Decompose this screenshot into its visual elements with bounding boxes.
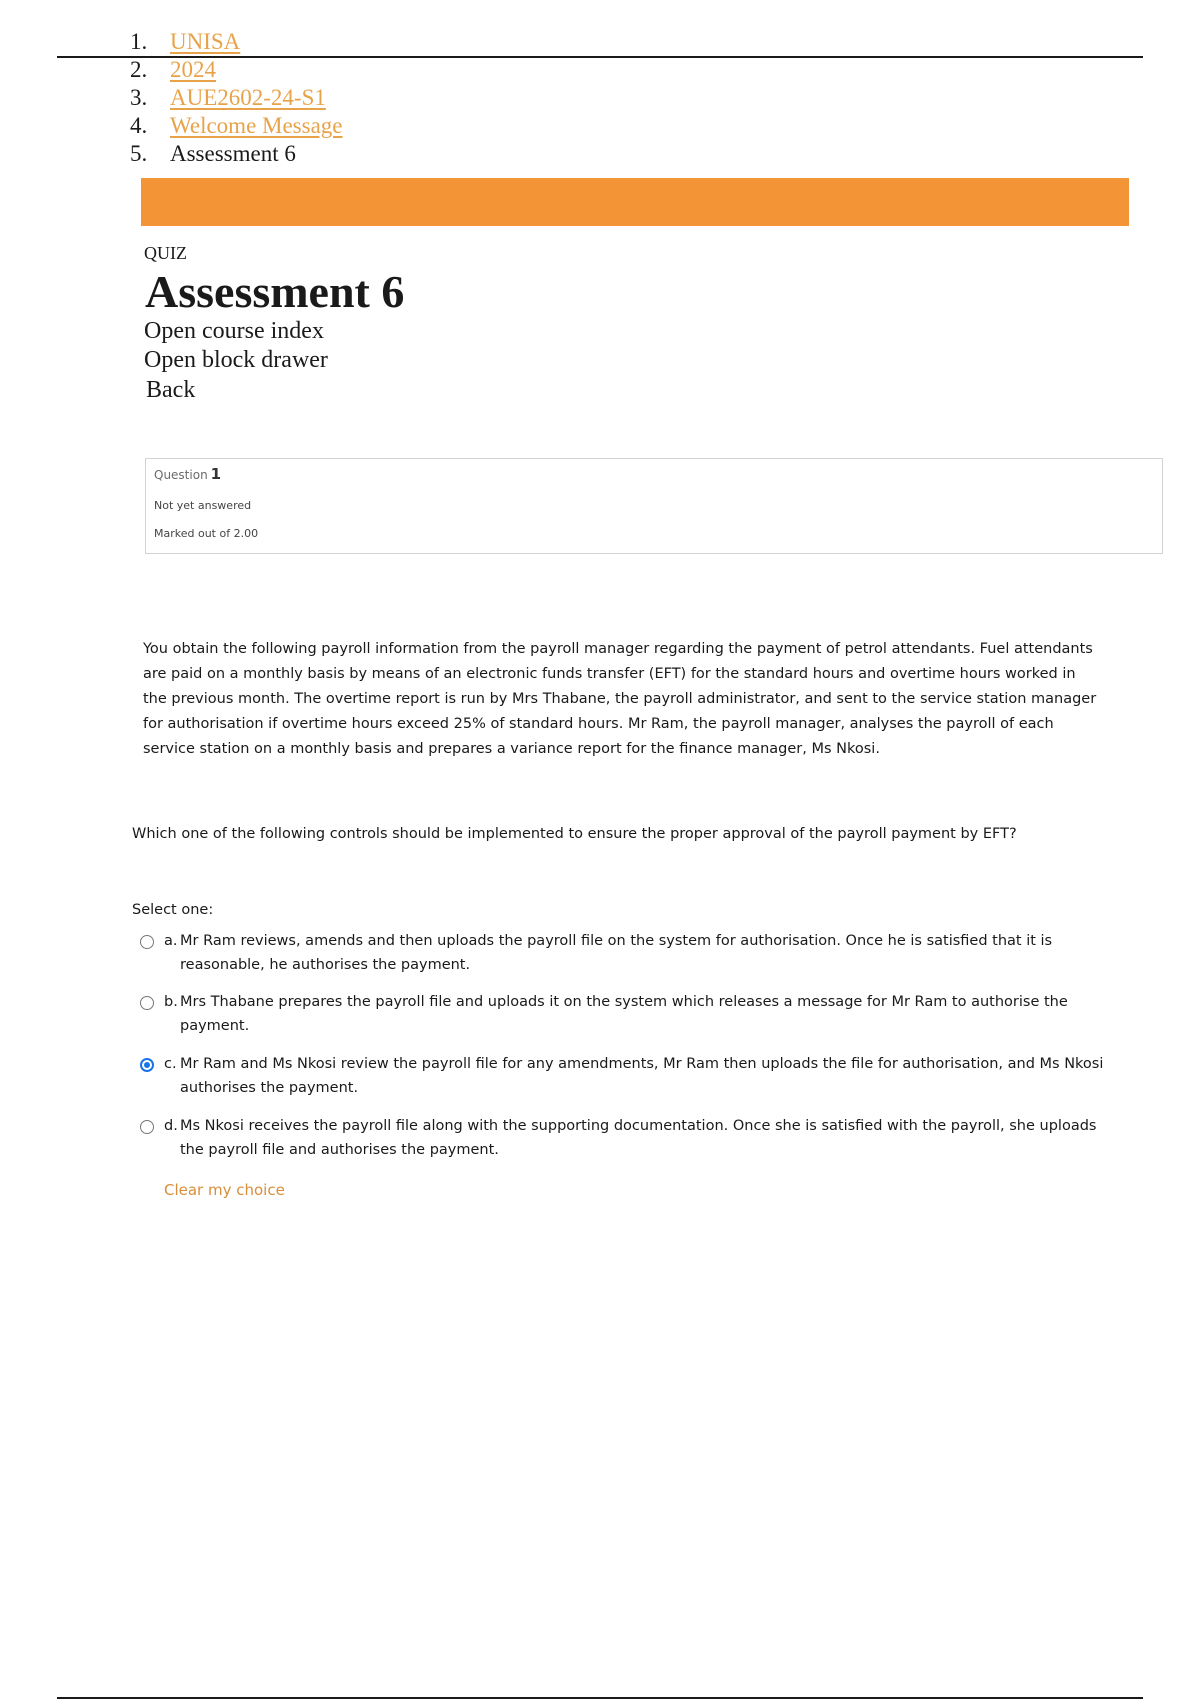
answer-option-d[interactable]: d. Ms Nkosi receives the payroll file along with the supporting documentation. Once she is satisfied with the payroll, she uploads the payroll file and authorises the payment. xyxy=(140,1114,1110,1162)
page-title: Assessment 6 xyxy=(145,266,405,317)
radio-a[interactable] xyxy=(140,935,154,949)
question-text: Which one of the following controls should be implemented to ensure the proper approval of the payroll payment by EFT? xyxy=(132,826,1017,842)
question-state: Not yet answered xyxy=(154,499,252,512)
question-number: Question 1 xyxy=(154,465,222,483)
breadcrumb-link-welcome[interactable]: Welcome Message xyxy=(170,113,343,138)
breadcrumb-current: Assessment 6 xyxy=(170,141,296,166)
clear-choice-link[interactable]: Clear my choice xyxy=(164,1181,285,1199)
breadcrumb-item: 3. AUE2602-24-S1 xyxy=(130,85,326,110)
back-link[interactable]: Back xyxy=(146,377,196,403)
answer-option-b[interactable]: b. Mrs Thabane prepares the payroll file and uploads it on the system which releases a message for Mr Ram to authorise the payment. xyxy=(140,990,1110,1038)
breadcrumb-link-year[interactable]: 2024 xyxy=(170,57,216,82)
radio-c[interactable] xyxy=(140,1058,154,1072)
breadcrumb-link-course[interactable]: AUE2602-24-S1 xyxy=(170,85,326,110)
open-block-drawer-link[interactable]: Open block drawer xyxy=(144,347,328,373)
activity-type: QUIZ xyxy=(144,243,187,263)
breadcrumb-item: 4. Welcome Message xyxy=(130,113,343,138)
select-one-prompt: Select one: xyxy=(132,902,214,918)
radio-b[interactable] xyxy=(140,996,154,1010)
breadcrumb-item: 1. UNISA xyxy=(130,29,241,54)
answer-option-a[interactable]: a. Mr Ram reviews, amends and then uploads the payroll file on the system for authorisation. Once he is satisfied that it is reasonable, he authorises the payment. xyxy=(140,929,1110,977)
course-banner xyxy=(141,178,1129,226)
answer-option-c[interactable]: c. Mr Ram and Ms Nkosi review the payroll file for any amendments, Mr Ram then uploads the file for authorisation, and Ms Nkosi authorises the payment. xyxy=(140,1052,1110,1100)
breadcrumb-item: 5. Assessment 6 xyxy=(130,141,296,166)
bottom-divider xyxy=(57,1697,1143,1699)
question-mark: Marked out of 2.00 xyxy=(154,527,259,540)
breadcrumb xyxy=(130,28,343,168)
radio-d[interactable] xyxy=(140,1120,154,1134)
breadcrumb-item: 2. 2024 xyxy=(130,57,216,82)
question-info-box xyxy=(145,458,1163,554)
open-course-index-link[interactable]: Open course index xyxy=(144,318,324,344)
scenario-text: You obtain the following payroll information from the payroll manager regarding the payment of petrol attendants. Fuel attendants are paid on a monthly basis by means of an electronic funds transfer (EFT) for the standard hours and overtime hours worked in the previous month. The overtime report is run by Mrs Thabane, the payroll administrator, and sent to the service station manager for authorisation if overtime hours exceed 25% of standard hours. Mr Ram, the payroll manager, analyses the payroll of each service station on a monthly basis and prepares a variance report for the finance manager, Ms Nkosi. xyxy=(143,641,1097,757)
breadcrumb-link-unisa[interactable]: UNISA xyxy=(170,29,241,54)
